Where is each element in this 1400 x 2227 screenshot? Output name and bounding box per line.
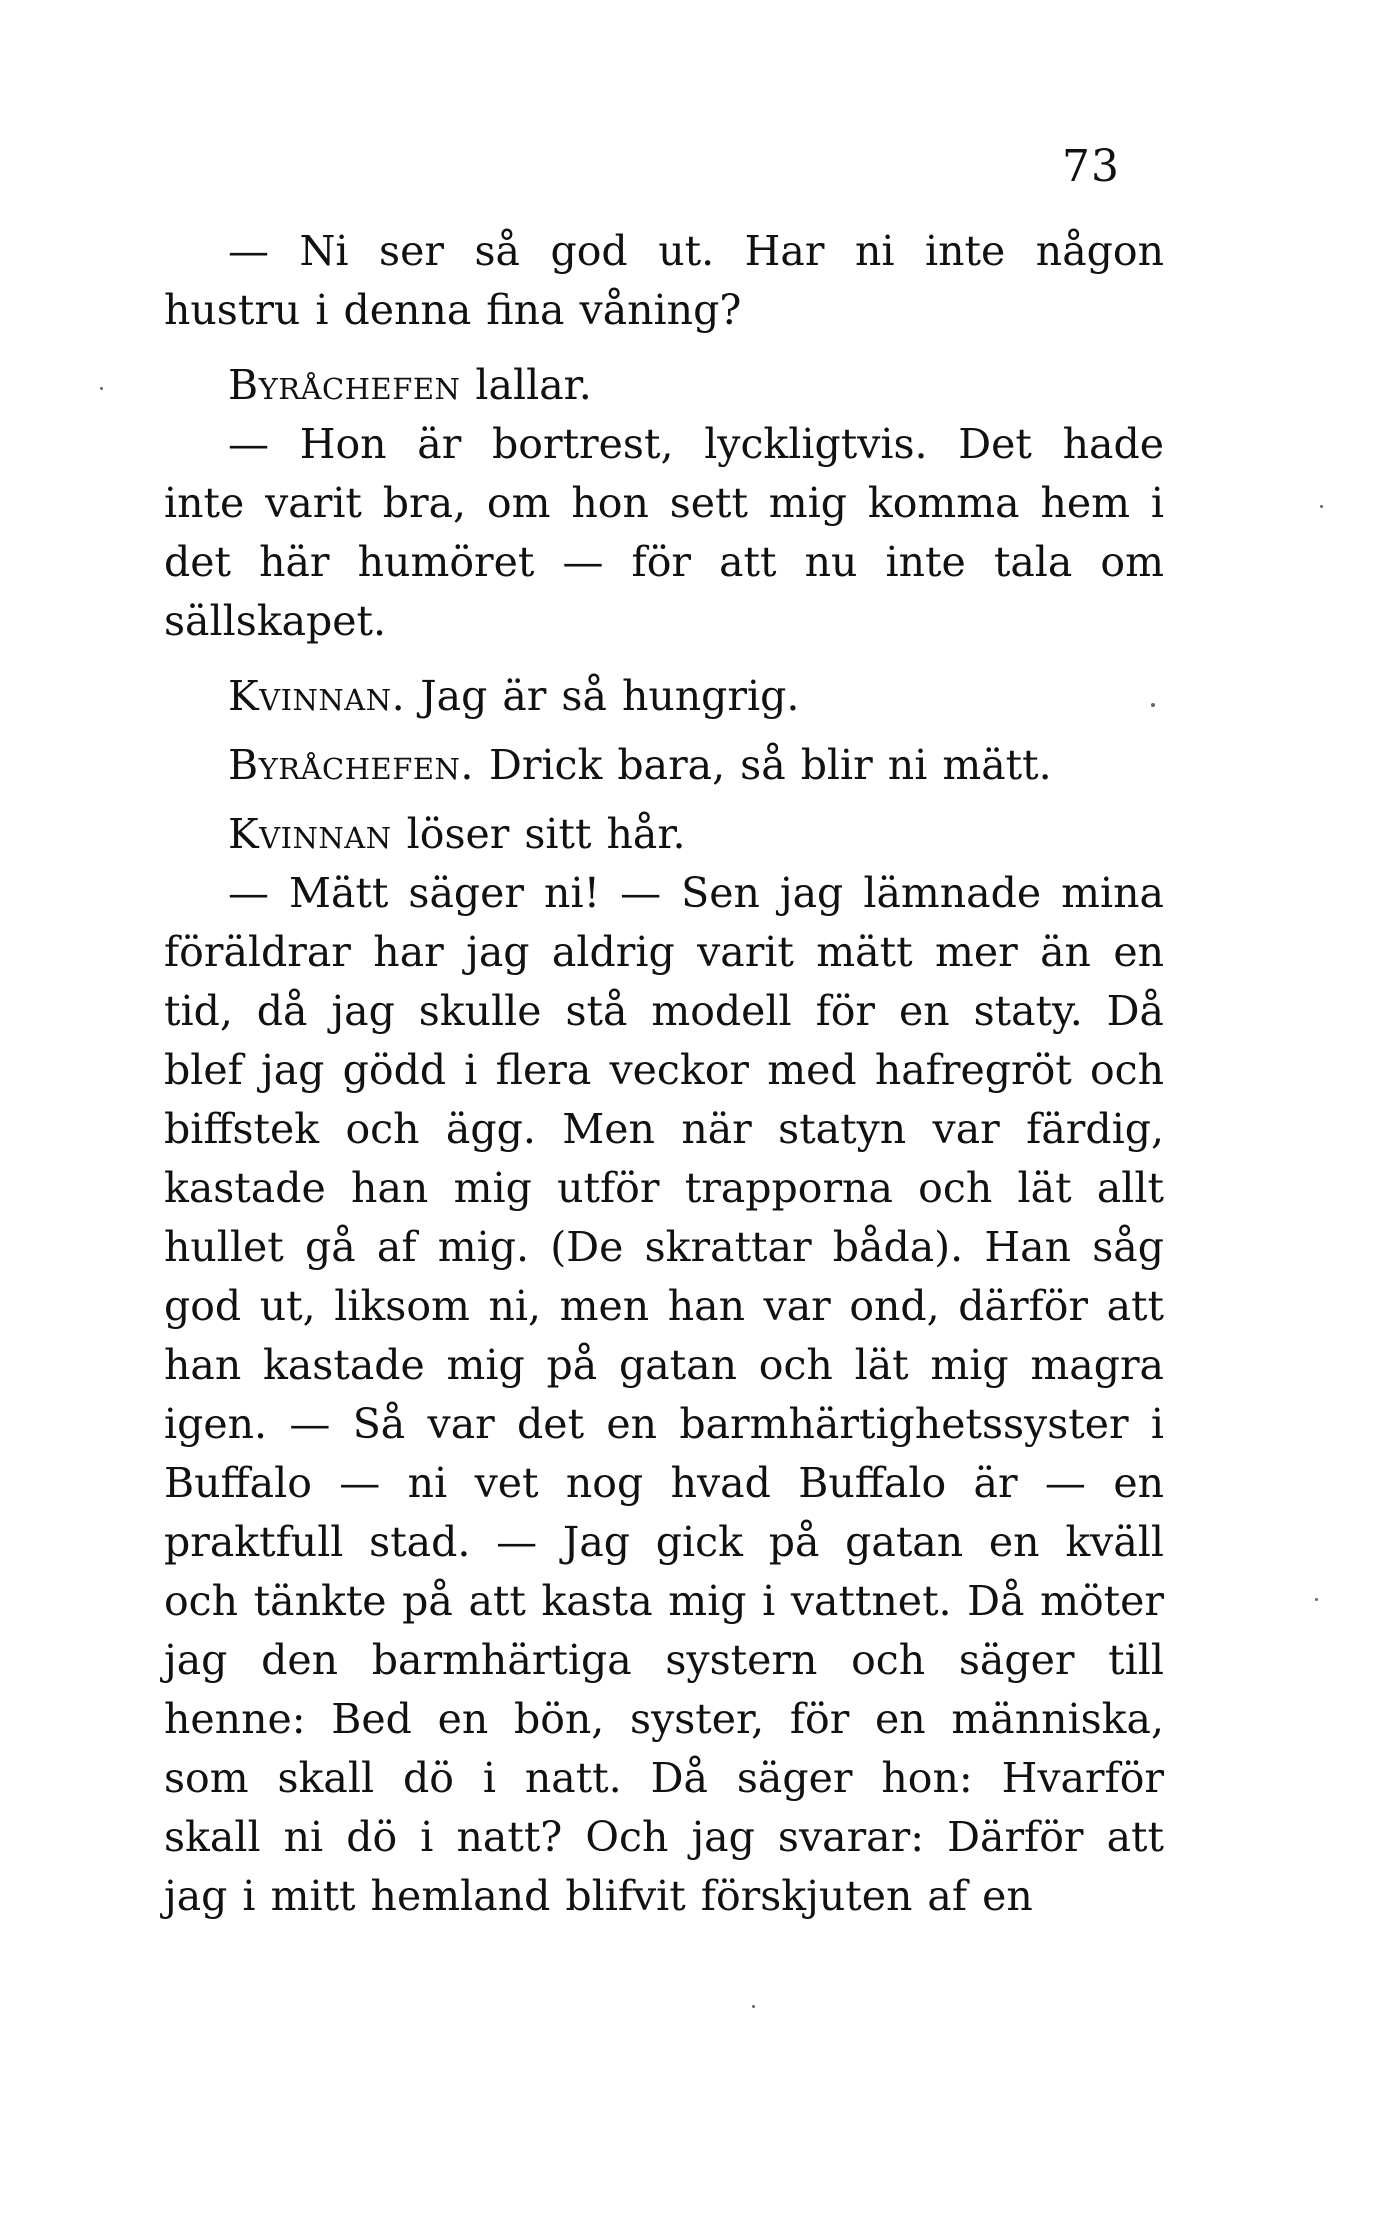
print-speck [1320,505,1323,508]
stage-direction-text: lallar. [475,361,592,409]
print-speck [100,387,103,390]
print-speck [1315,1598,1318,1601]
speaker-text: Jag är så hungrig. [420,672,800,720]
text-body [164,222,1164,1926]
paragraph-text: — Ni ser så god ut. Har ni inte någon hustru i denna fina våning? [164,227,1164,334]
speaker-name: Byråchefen. [228,741,474,789]
print-speck [1151,703,1155,707]
dialogue-paragraph [164,222,1164,340]
stage-direction [164,805,1164,864]
speaker-name: Kvinnan. [228,672,406,720]
speaker-line [164,736,1164,795]
speaker-name: Kvinnan [228,810,392,858]
dialogue-paragraph [164,415,1164,651]
paragraph-text: — Mätt säger ni! — Sen jag lämnade mina föräldrar har jag aldrig varit mätt mer än en tid, då jag skulle stå modell för en staty. Då blef jag gödd i flera veckor med hafregröt och biffstek och ägg. Men när statyn var färdig, kastade han mig utför trapporna och lät allt hullet gå af mig. (De skrattar båda). Han såg god ut, liksom ni, men han var ond, därför att han kastade mig på gatan och lät mig magra igen. — Så var det en barmhärtighetssyster i Buffalo — ni vet nog hvad Buffalo är — en praktfull stad. — Jag gick på gatan en kväll och tänkte på att kasta mig i vattnet. Då möter jag den barmhärtiga systern och säger till henne: Bed en bön, syster, för en människa, som skall dö i natt. Då säger hon: Hvarför skall ni dö i natt? Och jag svarar: Därför att jag i mitt hemland blifvit förskjuten af en [164,869,1164,1920]
dialogue-paragraph [164,864,1164,1926]
page-number: 73 [1062,141,1120,192]
speaker-name: Byråchefen [228,361,461,409]
paragraph-text: — Hon är bortrest, lyckligtvis. Det hade inte varit bra, om hon sett mig komma hem i det här humöret — för att nu inte tala om sällskapet. [164,420,1164,645]
stage-direction-text: löser sitt hår. [406,810,686,858]
stage-direction [164,356,1164,415]
print-speck [752,2005,755,2008]
speaker-text: Drick bara, så blir ni mätt. [488,741,1052,789]
speaker-line [164,667,1164,726]
